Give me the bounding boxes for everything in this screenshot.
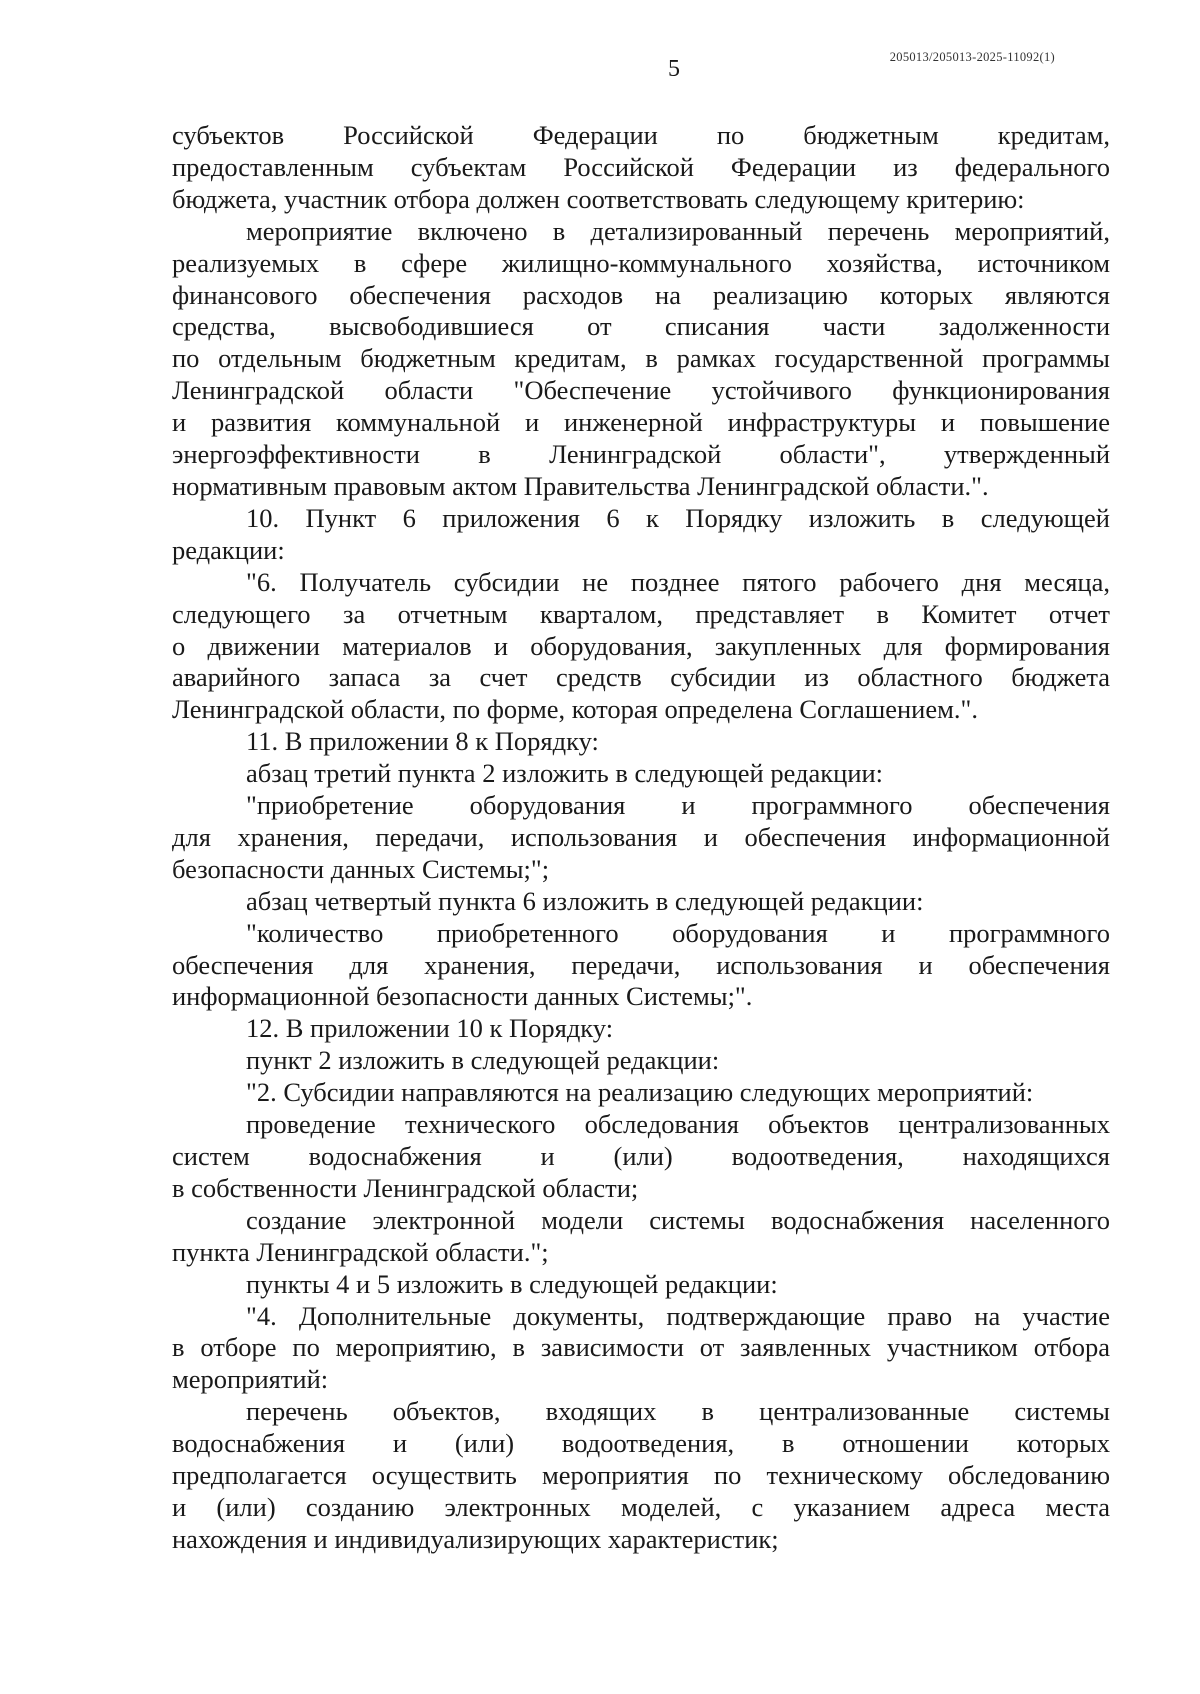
text-line: средства, высвободившиеся от списания части задолженности bbox=[172, 311, 1110, 342]
text-line: предоставленным субъектам Российской Федерации из федерального bbox=[172, 151, 1110, 182]
text-line: субъектов Российской Федерации по бюджетным кредитам, bbox=[172, 120, 1110, 150]
text-line: абзац третий пункта 2 изложить в следующей редакции: bbox=[246, 758, 884, 789]
text-line: проведение технического обследования объектов централизованных bbox=[246, 1109, 1110, 1140]
text-line: создание электронной модели системы водоснабжения населенного bbox=[246, 1204, 1110, 1235]
text-line: для хранения, передачи, использования и обеспечения информационной bbox=[172, 821, 1110, 852]
text-line: финансового обеспечения расходов на реализацию которых являются bbox=[172, 279, 1110, 310]
text-line: "приобретение оборудования и программного обеспечения bbox=[246, 790, 1110, 821]
paragraph-intro-continuation bbox=[172, 120, 1110, 216]
text-line: Ленинградской области, по форме, которая определена Соглашением.". bbox=[172, 694, 978, 725]
text-line: пункта Ленинградской области."; bbox=[172, 1236, 549, 1267]
text-line: 11. В приложении 8 к Порядку: bbox=[246, 726, 599, 757]
text-line: и (или) созданию электронных моделей, с указанием адреса места bbox=[172, 1491, 1110, 1522]
text-line: пункт 2 изложить в следующей редакции: bbox=[246, 1045, 720, 1076]
paragraph-priobretenie bbox=[172, 790, 1110, 886]
text-line: мероприятий: bbox=[172, 1364, 329, 1395]
page-number: 5 bbox=[668, 56, 680, 82]
text-line: "4. Дополнительные документы, подтверждающие право на участие bbox=[246, 1300, 1110, 1331]
document-body bbox=[172, 120, 1110, 1556]
paragraph-sozdanie bbox=[172, 1205, 1110, 1269]
text-line: пункты 4 и 5 изложить в следующей редакции: bbox=[246, 1268, 778, 1299]
paragraph-provedenie bbox=[172, 1109, 1110, 1205]
paragraph-subsidii bbox=[172, 1077, 1110, 1109]
paragraph-item-4 bbox=[172, 1301, 1110, 1397]
text-line: "2. Субсидии направляются на реализацию следующих мероприятий: bbox=[246, 1077, 1034, 1108]
paragraph-kolichestvo bbox=[172, 918, 1110, 1014]
text-line: аварийного запаса за счет средств субсидии из областного бюджета bbox=[172, 662, 1110, 693]
text-line: по отдельным бюджетным кредитам, в рамках государственной программы bbox=[172, 343, 1110, 374]
text-line: о движении материалов и оборудования, закупленных для формирования bbox=[172, 630, 1110, 661]
paragraph-criterion bbox=[172, 216, 1110, 503]
text-line: перечень объектов, входящих в централизованные системы bbox=[246, 1396, 1110, 1427]
paragraph-punkt-2 bbox=[172, 1045, 1110, 1077]
paragraph-item-11 bbox=[172, 726, 1110, 758]
text-line: информационной безопасности данных Системы;". bbox=[172, 981, 753, 1012]
paragraph-abzac-chetvertyy bbox=[172, 886, 1110, 918]
document-id: 205013/205013-2025-11092(1) bbox=[889, 50, 1055, 64]
text-line: и развития коммунальной и инженерной инфраструктуры и повышение bbox=[172, 407, 1110, 438]
text-line: 10. Пункт 6 приложения 6 к Порядку изложить в следующей bbox=[246, 502, 1110, 533]
text-line: систем водоснабжения и (или) водоотведения, находящихся bbox=[172, 1141, 1110, 1171]
text-line: бюджета, участник отбора должен соответствовать следующему критерию: bbox=[172, 183, 1025, 214]
text-line: реализуемых в сфере жилищно-коммунального хозяйства, источником bbox=[172, 247, 1110, 278]
text-line: 12. В приложении 10 к Порядку: bbox=[246, 1013, 614, 1044]
text-line: в собственности Ленинградской области; bbox=[172, 1172, 639, 1203]
text-line: редакции: bbox=[172, 534, 285, 565]
text-line: предполагается осуществить мероприятия по техническому обследованию bbox=[172, 1460, 1110, 1491]
text-line: "количество приобретенного оборудования и программного bbox=[246, 917, 1110, 948]
text-line: Ленинградской области "Обеспечение устойчивого функционирования bbox=[172, 375, 1110, 406]
text-line: абзац четвертый пункта 6 изложить в следующей редакции: bbox=[246, 885, 924, 916]
text-line: обеспечения для хранения, передачи, использования и обеспечения bbox=[172, 949, 1110, 980]
paragraph-perechen bbox=[172, 1396, 1110, 1556]
paragraph-item-10 bbox=[172, 503, 1110, 567]
paragraph-punkty-4-5 bbox=[172, 1269, 1110, 1301]
paragraph-abzac-tretiy bbox=[172, 758, 1110, 790]
text-line: водоснабжения и (или) водоотведения, в отношении которых bbox=[172, 1428, 1110, 1459]
text-line: энергоэффективности в Ленинградской области", утвержденный bbox=[172, 439, 1110, 470]
paragraph-item-12 bbox=[172, 1013, 1110, 1045]
text-line: нормативным правовым актом Правительства Ленинградской области.". bbox=[172, 470, 989, 501]
text-line: "6. Получатель субсидии не позднее пятого рабочего дня месяца, bbox=[246, 566, 1110, 597]
paragraph-item-6-text bbox=[172, 567, 1110, 727]
text-line: в отборе по мероприятию, в зависимости от заявленных участником отбора bbox=[172, 1332, 1110, 1363]
text-line: мероприятие включено в детализированный перечень мероприятий, bbox=[246, 215, 1110, 246]
text-line: нахождения и индивидуализирующих характеристик; bbox=[172, 1523, 779, 1554]
text-line: безопасности данных Системы;"; bbox=[172, 853, 550, 884]
text-line: следующего за отчетным кварталом, представляет в Комитет отчет bbox=[172, 598, 1110, 629]
